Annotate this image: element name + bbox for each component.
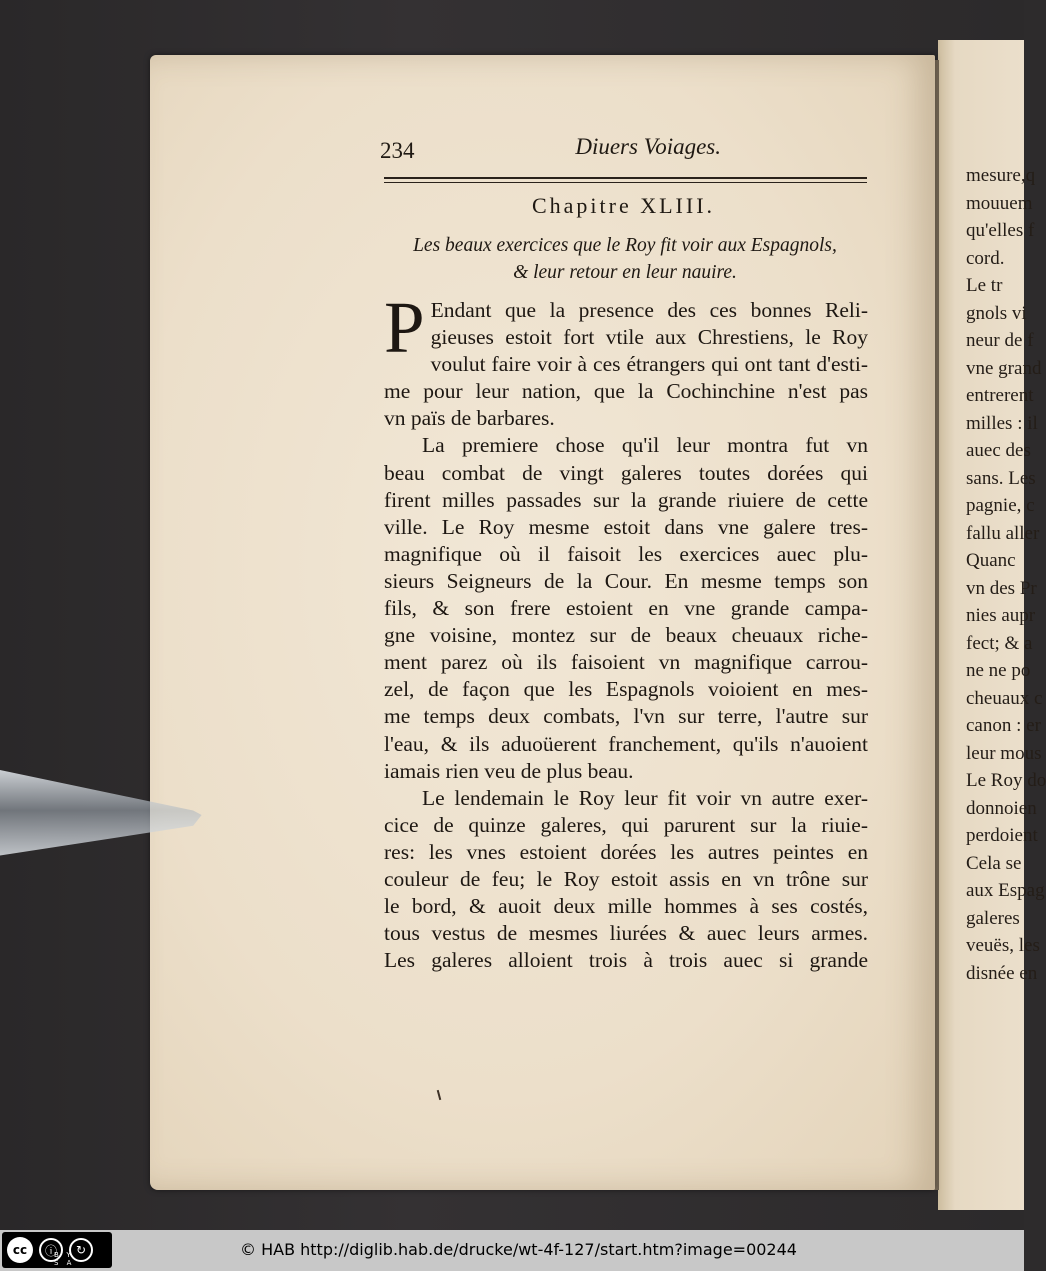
facing-text-line: Le tr bbox=[966, 275, 1003, 296]
facing-text-line: Quanc bbox=[966, 550, 1016, 571]
header-rule-thin bbox=[384, 182, 867, 183]
facing-text-line: qu'elles f bbox=[966, 220, 1035, 241]
facing-text-line: auec des bbox=[966, 440, 1031, 461]
text-line: couleur de feu; le Roy estoit assis en vn trône sur bbox=[384, 866, 868, 891]
text-line: sieurs Seigneurs de la Cour. En mesme temps son bbox=[384, 568, 868, 593]
facing-text-line: entrerent bbox=[966, 385, 1034, 406]
text-line: Le lendemain le Roy leur fit voir vn autre exer- bbox=[422, 785, 868, 810]
text-line: le bord, & auoit deux mille hommes à ses costés, bbox=[384, 894, 868, 919]
facing-text-line: vn des Pr bbox=[966, 577, 1037, 599]
facing-text-line: donnoien bbox=[966, 797, 1037, 819]
sa-label: SA bbox=[54, 1259, 80, 1267]
drop-cap: P bbox=[384, 287, 425, 368]
text-line: Les galeres alloient trois à trois auec si grande bbox=[384, 948, 868, 973]
chapter-heading: Chapitre XLIII. bbox=[531, 193, 716, 218]
license-labels bbox=[54, 1251, 112, 1267]
by-label: BY bbox=[54, 1251, 79, 1259]
text-line: l'eau, & ils aduoüerent franchement, qu'ils n'auoient bbox=[384, 731, 868, 756]
facing-text-line: veuës, les bbox=[966, 935, 1040, 956]
text-line: zel, de façon que les Espagnols voioient en mes- bbox=[384, 677, 868, 702]
facing-text-line: ne ne po bbox=[966, 660, 1031, 681]
header-rule bbox=[384, 177, 867, 179]
by-icon: ⓘ bbox=[39, 1238, 63, 1262]
facing-text-line: mouuem bbox=[966, 192, 1033, 214]
text-line: gieuses estoit fort vtile aux Chrestiens, le Roy bbox=[430, 325, 868, 350]
running-head bbox=[380, 130, 867, 170]
text-line: Endant que la presence des ces bonnes Reli- bbox=[430, 298, 868, 322]
facing-text-line: galeres bbox=[966, 907, 1020, 929]
facing-text-line: nies aupr bbox=[966, 605, 1036, 626]
facing-text-line: cord. bbox=[966, 247, 1005, 269]
text-line: gne voisine, montez sur de beaux cheuaux riche- bbox=[384, 623, 868, 648]
facing-text-line: cheuaux c bbox=[966, 687, 1043, 709]
page-number: 234 bbox=[380, 138, 415, 163]
text-line: ville. Le Roy mesme estoit dans vne galere tres- bbox=[384, 514, 868, 539]
text-line: tous vestus de mesmes liurées & auec leurs armes. bbox=[384, 921, 868, 946]
text-line: magnifique où il faisoit les exercices auec plu- bbox=[384, 541, 868, 566]
text-line: iamais rien veu de plus beau. bbox=[384, 758, 634, 783]
text-line: fils, & son frere estoient en vne grande campa- bbox=[384, 596, 868, 621]
text-line: me pour leur nation, que la Cochinchine n'est pas bbox=[384, 379, 868, 404]
text-line: firent milles passades sur la grande riuiere de cette bbox=[384, 487, 868, 512]
facing-text-line: aux Espag bbox=[966, 880, 1045, 901]
text-line: ment parez où ils faisoient vn magnifique carrou- bbox=[384, 650, 868, 675]
license-badge[interactable] bbox=[2, 1232, 112, 1268]
facing-text-line: perdoient bbox=[966, 825, 1038, 846]
chapter-title-line-1: Les beaux exercices que le Roy fit voir aux Espagnols, bbox=[413, 235, 837, 256]
facing-text-line: neur de f bbox=[966, 330, 1034, 351]
facing-text-line: fallu aller bbox=[966, 522, 1040, 544]
facing-text-line: canon : er bbox=[966, 715, 1041, 736]
facing-text-line: pagnie, c bbox=[966, 495, 1035, 516]
facing-text-line: vne grand bbox=[966, 357, 1042, 379]
facing-text-line: disnée en bbox=[966, 962, 1038, 984]
chapter-title bbox=[380, 232, 870, 286]
body-text bbox=[384, 287, 868, 974]
facing-text-line: sans. Les bbox=[966, 467, 1036, 489]
facing-text-line: mesure,q bbox=[966, 165, 1036, 186]
facing-text-line: fect; & a bbox=[966, 632, 1033, 654]
facing-text-line: gnols vi bbox=[966, 302, 1027, 324]
facing-text-line: Cela se bbox=[966, 852, 1022, 874]
text-line: me temps deux combats, l'vn sur terre, l'autre sur bbox=[384, 704, 868, 729]
running-title: Diuers Voiages. bbox=[575, 134, 721, 159]
facing-page bbox=[938, 40, 1046, 1210]
citation-link[interactable]: © HAB http://diglib.hab.de/drucke/wt-4f-127/start.htm?image=00244 bbox=[240, 1240, 797, 1259]
text-line: beau combat de vingt galeres toutes dorées qui bbox=[384, 460, 868, 485]
facing-text-line: leur mous bbox=[966, 742, 1042, 764]
chapter-title-line-2: & leur retour en leur nauire. bbox=[513, 262, 737, 283]
text-line: cice de quinze galeres, qui parurent sur la riuie- bbox=[384, 812, 868, 837]
text-line: vn païs de barbares. bbox=[384, 406, 555, 431]
text-line: voulut faire voir à ces étrangers qui ont tant d'esti- bbox=[430, 352, 868, 377]
facing-text-line: milles : il bbox=[966, 412, 1038, 434]
sa-icon: ↻ bbox=[69, 1238, 93, 1262]
cc-icon: cc bbox=[7, 1237, 33, 1263]
facing-text-line: Le Roy do bbox=[966, 770, 1046, 791]
text-line: res: les vnes estoient dorées les autres peintes en bbox=[384, 839, 868, 864]
text-line: La premiere chose qu'il leur montra fut vn bbox=[422, 433, 868, 458]
